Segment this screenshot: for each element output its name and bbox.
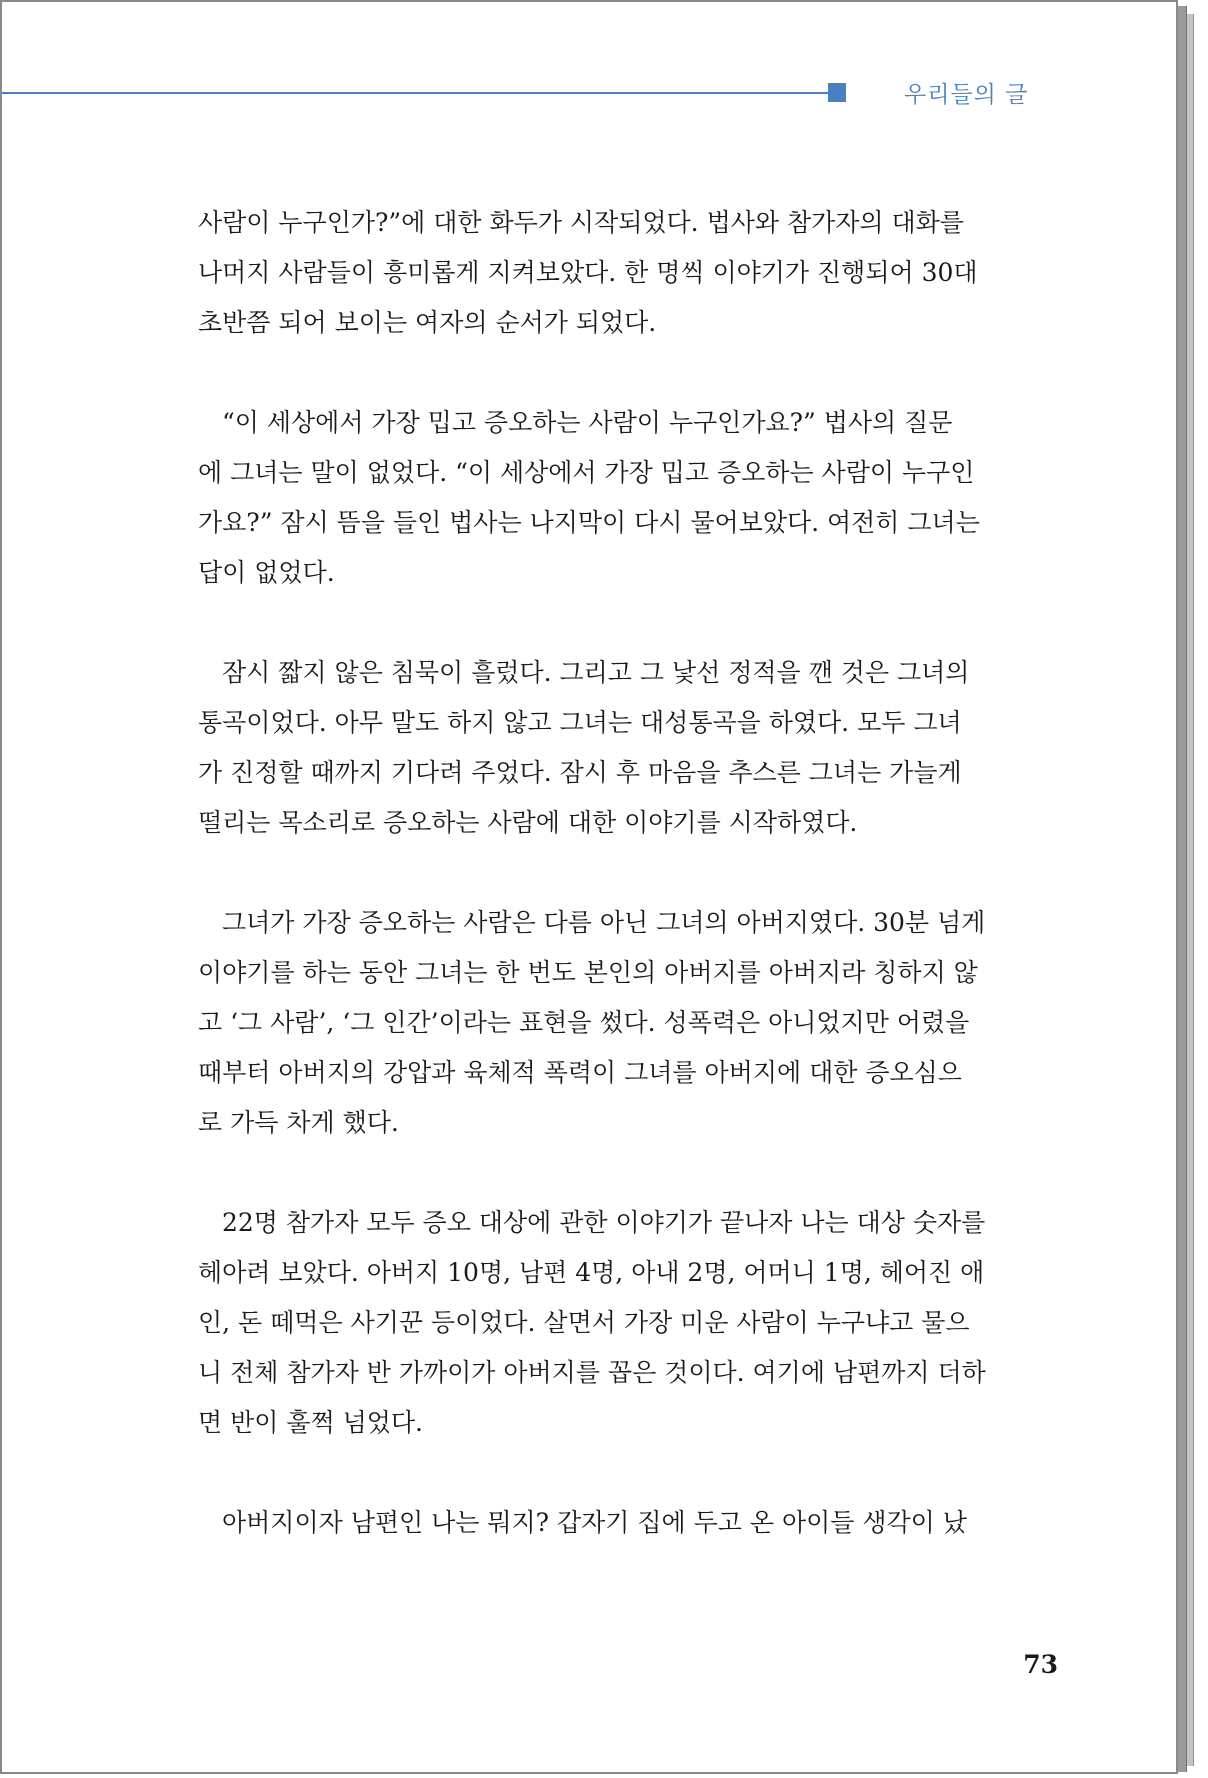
page-number: 73 [1023, 1650, 1058, 1679]
running-head: 우리들의 글 [904, 82, 1029, 108]
text-line: 니 전체 참가자 반 가까이가 아버지를 꼽은 것이다. 여기에 남편까지 더하 [198, 1358, 986, 1387]
page-stack-edge [1187, 14, 1194, 1766]
text-line: “이 세상에서 가장 밉고 증오하는 사람이 누구인가요?” 법사의 질문 [222, 408, 953, 437]
text-line: 때부터 아버지의 강압과 육체적 폭력이 그녀를 아버지에 대한 증오심으 [198, 1058, 962, 1087]
text-line: 이야기를 하는 동안 그녀는 한 번도 본인의 아버지를 아버지라 칭하지 않 [198, 958, 978, 987]
paragraph-gap [198, 348, 1066, 398]
page-stack-edge [1178, 6, 1187, 1772]
paragraph-gap [198, 1448, 1066, 1498]
paragraph-gap [198, 598, 1066, 648]
header-rule [2, 92, 828, 94]
paragraph-gap [198, 848, 1066, 898]
text-line: 가요?” 잠시 뜸을 들인 법사는 나지막이 다시 물어보았다. 여전히 그녀는 [198, 508, 980, 537]
text-line: 사람이 누구인가?”에 대한 화두가 시작되었다. 법사와 참가자의 대화를 [198, 208, 964, 237]
text-line: 가 진정할 때까지 기다려 주었다. 잠시 후 마음을 추스른 그녀는 가늘게 [198, 758, 962, 787]
text-line: 로 가득 차게 했다. [198, 1108, 399, 1137]
body-text [198, 198, 1066, 1548]
text-line: 에 그녀는 말이 없었다. “이 세상에서 가장 밉고 증오하는 사람이 누구인 [198, 458, 975, 487]
text-line: 잠시 짧지 않은 침묵이 흘렀다. 그리고 그 낯선 정적을 깬 것은 그녀의 [222, 658, 970, 687]
header-square-marker [828, 83, 846, 102]
text-line: 떨리는 목소리로 증오하는 사람에 대한 이야기를 시작하였다. [198, 808, 858, 837]
text-line: 아버지이자 남편인 나는 뭐지? 갑자기 집에 두고 온 아이들 생각이 났 [222, 1508, 967, 1537]
text-line: 통곡이었다. 아무 말도 하지 않고 그녀는 대성통곡을 하였다. 모두 그녀 [198, 708, 962, 737]
text-line: 고 ‘그 사람’, ‘그 인간’이라는 표현을 썼다. 성폭력은 아니었지만 어렸을 [198, 1008, 970, 1037]
text-line: 초반쯤 되어 보이는 여자의 순서가 되었다. [198, 308, 657, 337]
text-line: 헤아려 보았다. 아버지 10명, 남편 4명, 아내 2명, 어머니 1명, 헤어진 애 [198, 1258, 985, 1287]
text-line: 면 반이 훌쩍 넘었다. [198, 1408, 423, 1437]
text-line: 나머지 사람들이 흥미롭게 지켜보았다. 한 명씩 이야기가 진행되어 30대 [198, 258, 978, 287]
paragraph-gap [198, 1148, 1066, 1198]
text-line: 22명 참가자 모두 증오 대상에 관한 이야기가 끝나자 나는 대상 숫자를 [222, 1208, 986, 1237]
text-line: 답이 없었다. [198, 558, 335, 587]
text-line: 그녀가 가장 증오하는 사람은 다름 아닌 그녀의 아버지였다. 30분 넘게 [222, 908, 986, 937]
text-line: 인, 돈 떼먹은 사기꾼 등이었다. 살면서 가장 미운 사람이 누구냐고 물으 [198, 1308, 970, 1337]
